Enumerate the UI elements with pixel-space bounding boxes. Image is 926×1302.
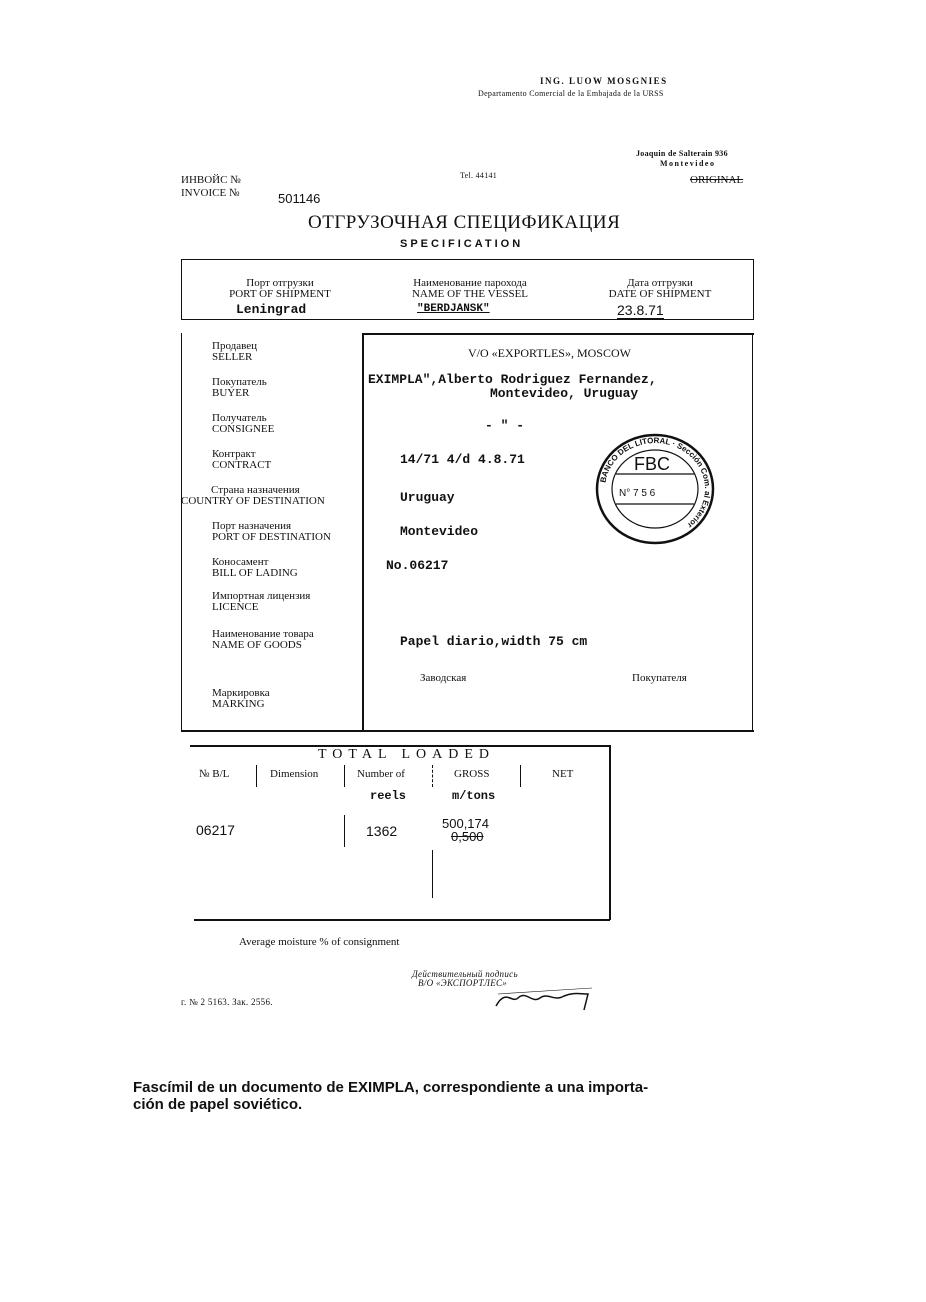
page-subtitle: SPECIFICATION [400, 238, 524, 250]
original-mark: ORIGINAL [690, 174, 744, 186]
invoice-label-ru: ИНВОЙС № [181, 174, 241, 186]
goods-label: Наименование товара NAME OF GOODS [212, 628, 314, 651]
port-shipment-value: Leningrad [236, 302, 307, 317]
bill-of-lading-value: No.06217 [386, 558, 449, 573]
contract-label: Контракт CONTRACT [212, 448, 272, 471]
totals-header-number: Number of [357, 768, 405, 780]
totals-header-bl: № B/L [199, 768, 230, 780]
caption-line1: Fascímil de un documento de EXIMPLA, correspondiente a una importa- [133, 1079, 649, 1096]
totals-gross-struck: 0,500 [451, 829, 484, 844]
stamp-center: FBC [634, 454, 670, 474]
stamp-ring-text: BANCO DEL LITORAL · Sección Com. al Exterior [598, 435, 713, 530]
totals-gross-value: 500,174 [442, 816, 489, 831]
moisture-line: Average moisture % of consignment [239, 936, 400, 948]
totals-header-gross: GROSS [454, 768, 490, 780]
bank-stamp [594, 432, 716, 546]
contract-value: 14/71 4/d 4.8.71 [400, 452, 525, 467]
port-destination-value: Montevideo [400, 524, 479, 539]
seller-label: Продавец SELLER [212, 340, 258, 363]
consignee-label: Получатель CONSIGNEE [212, 412, 275, 435]
consignee-value: - " - [485, 418, 525, 433]
fields-bottom-rule [181, 730, 754, 732]
signature-scribble [488, 980, 598, 1025]
fields-divider [362, 333, 364, 732]
buyer-value: EXIMPLA",Alberto Rodriguez Fernandez, [368, 372, 657, 387]
invoice-number: 501146 [278, 191, 321, 206]
fields-left-rule [181, 333, 182, 732]
seller-value: V/O «EXPORTLES», MOSCOW [468, 346, 631, 360]
totals-divider-4 [520, 765, 521, 787]
center-note: Tel. 44141 [460, 171, 498, 180]
marking-label: Маркировка MARKING [212, 687, 270, 710]
marking-buyer: Покупателя [632, 672, 687, 684]
totals-header-net: NET [552, 768, 574, 780]
totals-unit-reels: reels [370, 789, 407, 803]
vessel-label: Наименование парохода NAME OF THE VESSEL [411, 277, 529, 300]
date-shipment-value: 23.8.71 [617, 302, 664, 318]
totals-header-dimension: Dimension [270, 768, 319, 780]
letterhead-line2: Departamento Comercial de la Embajada de la URSS [478, 89, 664, 98]
signature-line1: Действительный подпись [412, 969, 518, 979]
totals-number-value: 1362 [366, 823, 398, 839]
totals-row-divider-3 [432, 850, 433, 898]
country-destination-value: Uruguay [400, 490, 455, 505]
footnote: г. № 2 5163. Зак. 2556. [181, 997, 273, 1007]
invoice-label-en: INVOICE № [181, 187, 240, 199]
bill-of-lading-label: Коносамент BILL OF LADING [212, 556, 298, 579]
date-shipment-label: Дата отгрузки DATE OF SHIPMENT [608, 277, 712, 300]
port-shipment-label: Порт отгрузки PORT OF SHIPMENT [229, 277, 331, 300]
totals-divider-3 [432, 765, 434, 787]
totals-row-divider-2 [344, 815, 345, 847]
vessel-value: "BERDJANSK" [417, 303, 490, 315]
port-destination-label: Порт назначения PORT OF DESTINATION [212, 520, 331, 543]
stamp-number: N° 7 5 6 [619, 488, 656, 499]
fields-top-rule [363, 333, 754, 335]
totals-bl-value: 06217 [196, 822, 235, 838]
letterhead-address2: Montevideo [660, 159, 716, 168]
signature-line2: В/О «ЭКСПОРТЛЕС» [418, 978, 508, 988]
marking-factory: Заводская [420, 672, 467, 684]
page-title: ОТГРУЗОЧНАЯ СПЕЦИФИКАЦИЯ [308, 212, 621, 233]
totals-unit-tons: m/tons [452, 789, 496, 803]
letterhead-address1: Joaquin de Salterain 936 [636, 149, 728, 158]
totals-title: TOTAL LOADED [318, 747, 496, 762]
totals-divider-1 [256, 765, 257, 787]
totals-divider-2 [344, 765, 345, 787]
caption-line2: ción de papel soviético. [133, 1096, 303, 1113]
goods-value: Papel diario,width 75 cm [400, 634, 588, 649]
licence-label: Импортная лицензия LICENCE [212, 590, 311, 613]
country-destination-label: Страна назначения COUNTRY OF DESTINATION [181, 484, 325, 507]
buyer-value-line2: Montevideo, Uruguay [490, 386, 639, 401]
totals-bottom-rule [194, 919, 610, 921]
totals-right-rule [609, 745, 611, 920]
buyer-label: Покупатель BUYER [212, 376, 267, 399]
letterhead-line1: ING. LUOW MOSGNIES [540, 76, 668, 86]
